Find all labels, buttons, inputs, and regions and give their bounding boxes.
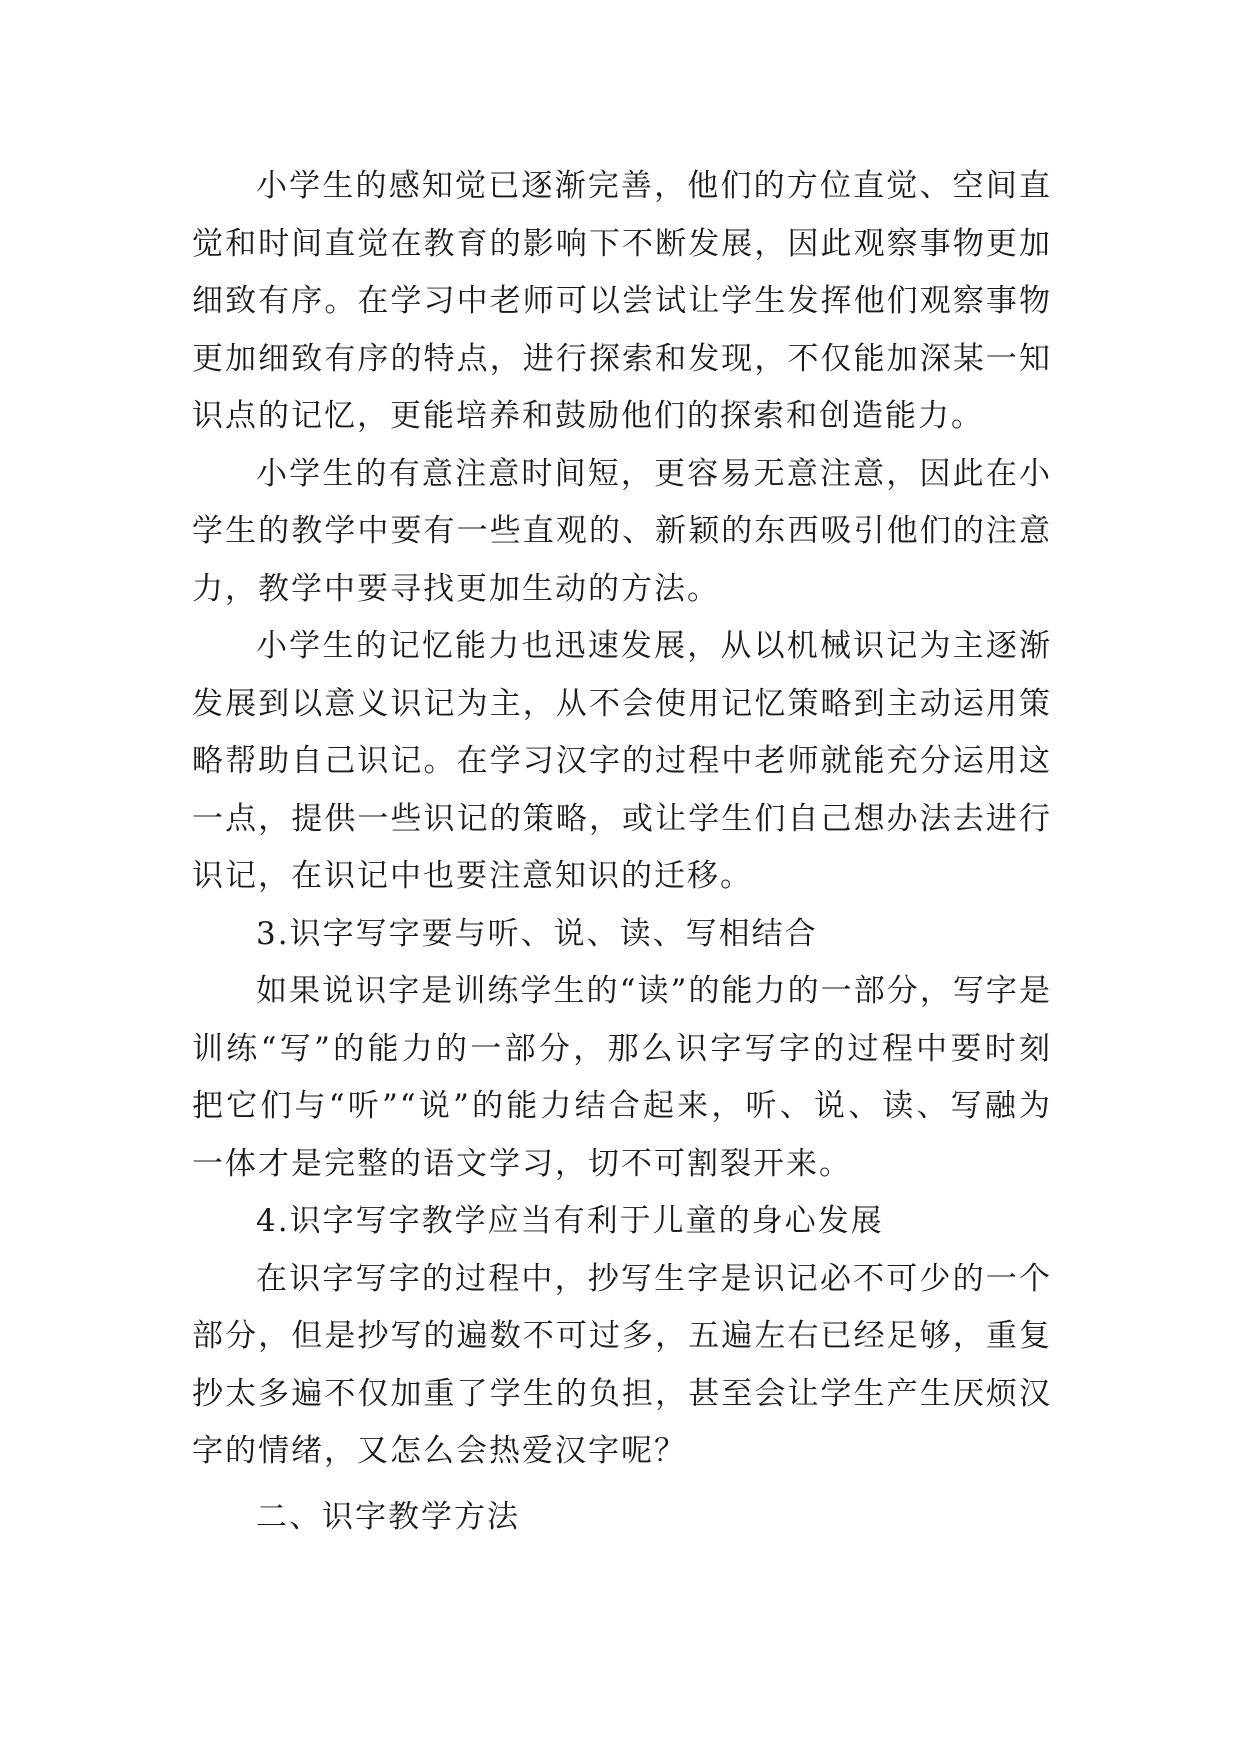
section-heading-4: 4.识字写字教学应当有利于儿童的身心发展 [256, 1203, 884, 1239]
paragraph-attention: 小学生的有意注意时间短，更容易无意注意，因此在小学生的教学中要有一些直观的、新颖的东西吸引他们的注意力，教学中要寻找更加生动的方法。 [192, 455, 1052, 607]
paragraph-memory: 小学生的记忆能力也迅速发展，从以机械识记为主逐渐发展到以意义识记为主，从不会使用记忆策略到主动运用策略帮助自己识记。在学习汉字的过程中老师就能充分运用这一点，提供一些识记的策略，或让学生们自己想办法去进行识记，在识记中也要注意知识的迁移。 [192, 628, 1052, 894]
paragraph-perception: 小学生的感知觉已逐渐完善，他们的方位直觉、空间直觉和时间直觉在教育的影响下不断发展，因此观察事物更加细致有序。在学习中老师可以尝试让学生发挥他们观察事物更加细致有序的特点，进行探索和发现，不仅能加深某一知识点的记忆，更能培养和鼓励他们的探索和创造能力。 [192, 168, 1052, 434]
paragraph-copying: 在识字写字的过程中，抄写生字是识记必不可少的一个部分，但是抄写的遍数不可过多，五遍左右已经足够，重复抄太多遍不仅加重了学生的负担，甚至会让学生产生厌烦汉字的情绪，又怎么会热爱汉字呢？ [192, 1260, 1052, 1469]
paragraph-listen-speak-read-write: 如果说识字是训练学生的“读”的能力的一部分，写字是训练“写”的能力的一部分，那么识字写字的过程中要时刻把它们与“听”“说”的能力结合起来，听、说、读、写融为一体才是完整的语文学习，切不可割裂开来。 [192, 973, 1052, 1182]
chapter-heading-methods: 二、识字教学方法 [256, 1498, 520, 1535]
section-heading-3: 3.识字写字要与听、说、读、写相结合 [256, 915, 818, 952]
document-body [192, 158, 1052, 1546]
